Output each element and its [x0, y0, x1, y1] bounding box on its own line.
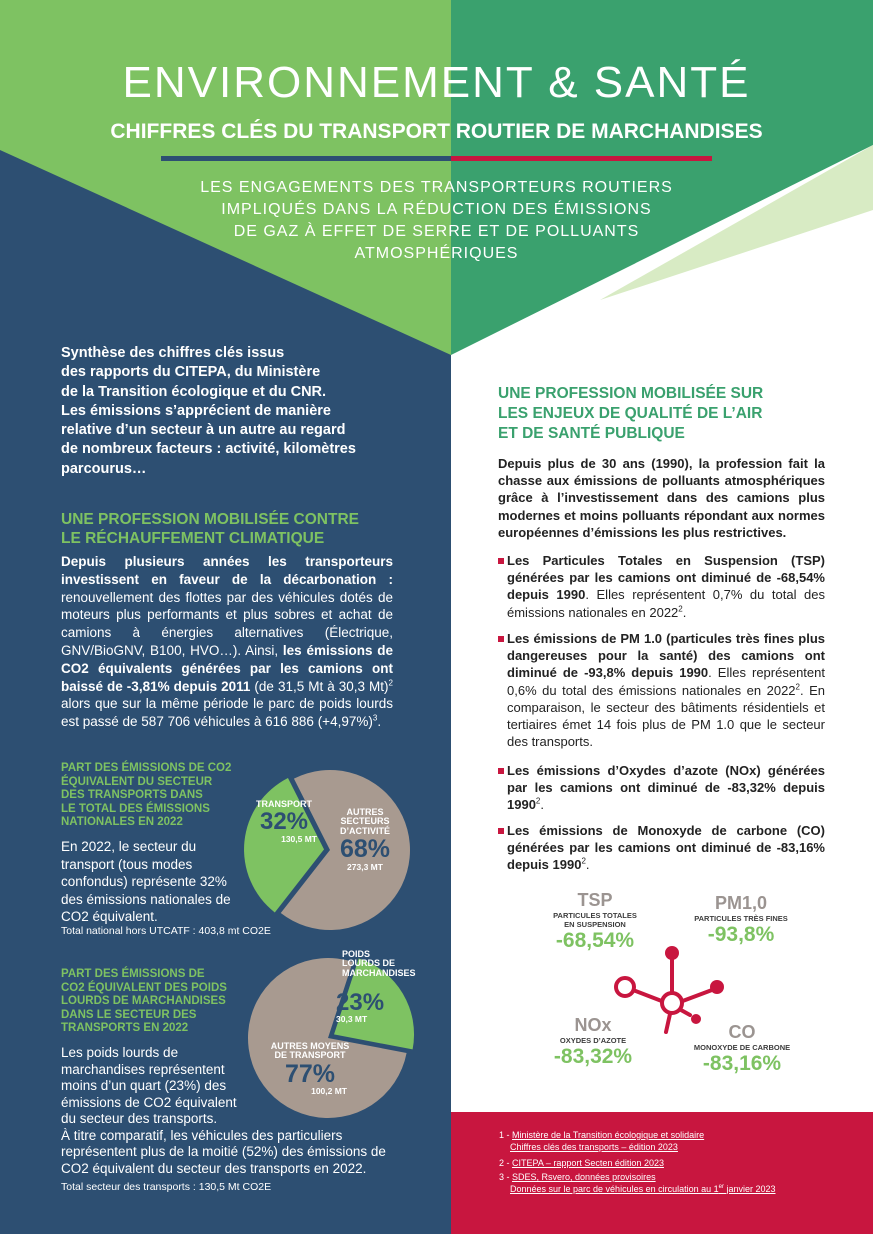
body-line: Les poids lourds de	[61, 1045, 179, 1060]
climat-heading-line: UNE PROFESSION MOBILISÉE CONTRE	[61, 511, 359, 528]
body-line: moins d’un quart (23%) des	[61, 1078, 227, 1093]
bullet-end: .	[540, 797, 544, 813]
part-transport-heading	[61, 762, 261, 830]
slice-amount: 30,3 MT	[336, 1014, 368, 1025]
slice-label-poids-lourds	[342, 950, 442, 978]
footnote-number: 3 -	[499, 1172, 510, 1182]
climat-text-2: (de 31,5 Mt à 30,3 Mt)	[250, 678, 389, 694]
slice-name-line: POIDS	[342, 949, 371, 959]
divider-blue	[161, 156, 451, 161]
footnote-number: 1 -	[499, 1130, 510, 1140]
climat-bold-2: les émissions de CO2 équivalents générées par les camions ont baissé de -3,81% depuis 2011	[61, 642, 393, 694]
climat-bold-1: Depuis plusieurs années les transporteurs investissent en faveur de la décarbonation :	[61, 554, 393, 587]
body-line: du secteur des transports.	[61, 1111, 218, 1126]
slice-name-line: LOURDS DE	[342, 958, 396, 969]
body-line: émissions de CO2 équivalent	[61, 1094, 237, 1110]
climat-end: .	[377, 714, 382, 730]
climat-heading	[61, 510, 401, 548]
pollutant-value: -68,54%	[555, 929, 635, 952]
footnote-2	[499, 1158, 839, 1170]
pollutant-value: -83,32%	[553, 1045, 633, 1068]
air-heading-line: ET DE SANTÉ PUBLIQUE	[498, 425, 685, 442]
divider-red	[451, 156, 712, 161]
footnote-ref: 2	[795, 682, 800, 692]
body-line: En 2022, le secteur du	[61, 839, 197, 854]
intro-line: Les émissions s’apprécient de manière	[61, 402, 331, 419]
slice-name: TRANSPORT	[256, 799, 312, 809]
footnote-link[interactable]: SDES, Rsvero, données provisoires	[512, 1172, 656, 1182]
bullet-end: .	[585, 857, 590, 873]
page-title: ENVIRONNEMENT & SANTÉ	[122, 58, 751, 107]
heading-line: NATIONALES EN 2022	[61, 816, 183, 828]
climat-heading-line: LE RÉCHAUFFEMENT CLIMATIQUE	[61, 530, 325, 547]
pollutant-tsp	[540, 890, 650, 953]
footnote-link[interactable]: Chiffres clés des transports – édition 2023	[510, 1141, 678, 1152]
footnote-link[interactable]: CITEPA – rapport Secten édition 2023	[512, 1158, 664, 1168]
heading-line: PART DES ÉMISSIONS DE	[61, 968, 205, 980]
slice-label-transport	[247, 800, 321, 844]
slice-value: 68%	[339, 835, 391, 864]
page-subtitle: CHIFFRES CLÉS DU TRANSPORT ROUTIER DE MARCHANDISES	[110, 120, 763, 143]
pollutant-value: -93,8%	[707, 923, 775, 946]
pollutant-desc: PARTICULES TRÈS FINES	[694, 914, 788, 923]
slice-amount: 273,3 MT	[347, 861, 383, 872]
intro-line: parcourus…	[61, 460, 147, 477]
bullet-nox	[498, 762, 825, 814]
footnote-number: 2 -	[499, 1158, 510, 1168]
air-intro: Depuis plus de 30 ans (1990), la profession fait la chasse aux émissions de polluants atmosphériques grâce à l’investissement dans des camions plus modernes et moins polluants répondant aux normes européennes d’émissions les plus restrictives.	[498, 456, 825, 540]
climat-paragraph	[61, 553, 393, 731]
air-heading-line: UNE PROFESSION MOBILISÉE SUR	[498, 385, 764, 402]
pollutant-name: NOx	[574, 1015, 612, 1035]
slice-value: 32%	[259, 808, 309, 836]
body-line: représentent plus de la moitié (52%) des émissions de	[61, 1144, 386, 1159]
bullet-tsp	[498, 552, 825, 621]
heading-line: LE TOTAL DES ÉMISSIONS	[61, 802, 210, 815]
body-line: des émissions nationales de	[61, 891, 231, 907]
engagement-line: DE GAZ À EFFET DE SERRE ET DE POLLUANTS	[233, 223, 640, 240]
body-line: CO2 équivalent.	[61, 909, 158, 924]
heading-line: DANS LE SECTEUR DES	[61, 1008, 197, 1021]
footnote-ref: 2	[535, 797, 541, 807]
footnote-ref: 2	[678, 604, 683, 614]
pollutant-desc: PARTICULES TOTALES	[553, 911, 637, 920]
pollutant-value: -83,16%	[702, 1052, 782, 1075]
slice-amount: 100,2 MT	[311, 1086, 347, 1097]
bullet-bold: Les émissions d’Oxydes d’azote (NOx) générées par les camions ont diminué de -83,32% depuis 1990	[507, 763, 825, 813]
pollutant-desc: MONOXYDE DE CARBONE	[693, 1043, 791, 1052]
slice-label-autres-secteurs	[325, 808, 405, 871]
slice-name-line: D’ACTIVITÉ	[339, 825, 390, 836]
heading-line: LOURDS DE MARCHANDISES	[61, 995, 226, 1007]
footnote-ref: 2	[388, 678, 393, 688]
slice-name-line: AUTRES	[346, 807, 384, 817]
body-line: marchandises représentent	[61, 1061, 225, 1077]
body-line: CO2 équivalent du secteur des transports en 2022.	[61, 1160, 367, 1176]
slice-value-poids-lourds	[336, 990, 400, 1024]
pollutant-name: PM1,0	[714, 893, 768, 913]
total-national-note: Total national hors UTCATF : 403,8 mt CO2E	[61, 925, 271, 937]
heading-line: DES TRANSPORTS DANS	[61, 789, 203, 801]
part-transport-text	[61, 838, 251, 926]
intro-line: relative d’un secteur à un autre au regard	[61, 422, 346, 439]
pollutant-co	[686, 1022, 798, 1076]
heading-line: PART DES ÉMISSIONS DE CO2	[61, 762, 232, 774]
air-heading	[498, 384, 828, 444]
intro-line: de nombreux facteurs : activité, kilomètres	[61, 441, 356, 458]
total-transport-note: Total secteur des transports : 130,5 Mt CO2E	[61, 1181, 272, 1193]
heading-line: TRANSPORTS EN 2022	[61, 1022, 189, 1034]
bullet-pm10	[498, 630, 825, 750]
bullet-bold: Les Particules Totales en Suspension (TSP) générées par les camions ont diminué de -68,54% depuis 1990	[507, 553, 825, 603]
pollutant-pm10	[686, 893, 796, 947]
pollutant-name: TSP	[577, 890, 613, 910]
pollutant-name: CO	[728, 1022, 756, 1042]
footnote-ref: 2	[581, 857, 586, 867]
bullet-end: . En comparaison, le secteur des bâtiments résidentiels et tertiaires émet 14 fois plus de PM 1.0 que le secteur des transports.	[507, 682, 825, 750]
footnote-link[interactable]: Données sur le parc de véhicules en circulation au 1er janvier 2023	[510, 1183, 776, 1194]
heading-line: CO2 ÉQUIVALENT DES POIDS	[61, 981, 227, 994]
slice-name-line: MARCHANDISES	[342, 967, 416, 978]
bullet-end: .	[682, 604, 687, 620]
slice-name-line: DE TRANSPORT	[274, 1050, 346, 1061]
intro-text	[61, 344, 391, 479]
engagement-line: LES ENGAGEMENTS DES TRANSPORTEURS ROUTIERS	[200, 179, 673, 196]
pollutant-desc: EN SUSPENSION	[564, 920, 626, 929]
slice-name-line: SECTEURS	[340, 816, 390, 827]
body-line: confondus) représente 32%	[61, 874, 227, 889]
slice-label-autres-moyens	[255, 1042, 365, 1096]
intro-line: de la Transition écologique et du CNR.	[61, 383, 327, 400]
slice-amount: 130,5 MT	[281, 833, 317, 844]
bullet-text: . Elles représentent 0,7% du total des émissions nationales en 2022	[507, 587, 825, 620]
intro-line: Synthèse des chiffres clés issus	[61, 345, 285, 361]
pollutant-nox	[538, 1015, 648, 1069]
air-heading-line: LES ENJEUX DE QUALITÉ DE L’AIR	[498, 405, 763, 422]
slice-value: 77%	[284, 1059, 336, 1088]
slice-name-line: AUTRES MOYENS	[270, 1041, 350, 1051]
engagement-line: IMPLIQUÉS DANS LA RÉDUCTION DES ÉMISSIONS	[221, 201, 652, 218]
bullet-bold: Les émissions de PM 1.0 (particules très fines plus dangereuses pour la santé) des camions ont diminué de -93,8% depuis 1990	[507, 631, 825, 681]
part-pl-heading	[61, 968, 261, 1036]
footnote-1	[499, 1130, 839, 1153]
heading-line: ÉQUIVALENT DU SECTEUR	[61, 775, 213, 788]
slice-value: 23%	[336, 989, 385, 1016]
body-line: À titre comparatif, les véhicules des particuliers	[61, 1127, 343, 1143]
bullet-co	[498, 822, 825, 874]
footnote-link[interactable]: Ministère de la Transition écologique et solidaire	[512, 1130, 705, 1140]
engagement-line: ATMOSPHÉRIQUES	[354, 245, 519, 262]
bullet-text: . Elles représentent 0,6% du total des émissions nationales en 2022	[507, 665, 825, 698]
intro-line: des rapports du CITEPA, du Ministère	[61, 364, 321, 381]
pollutant-desc: OXYDES D’AZOTE	[559, 1036, 627, 1045]
climat-text-3: alors que sur la même période le parc de poids lourds est passé de 587 706 véhicules à 616 886 (+4,97%)	[61, 696, 393, 730]
footnote-3	[499, 1172, 839, 1195]
climat-text-1: renouvellement des flottes par des véhicules dotés de moteurs plus performants et plus sobres et achat de camions à énergies alternatives (Électrique, GNV/BioGNV, B100, HVO…). Ainsi,	[61, 589, 393, 658]
body-line: transport (tous modes	[61, 856, 193, 872]
footnote-ref: 3	[372, 713, 378, 723]
bullet-bold: Les émissions de Monoxyde de carbone (CO) générées par les camions ont diminué de -83,16% depuis 1990	[507, 823, 825, 873]
engagement-heading	[190, 177, 683, 265]
